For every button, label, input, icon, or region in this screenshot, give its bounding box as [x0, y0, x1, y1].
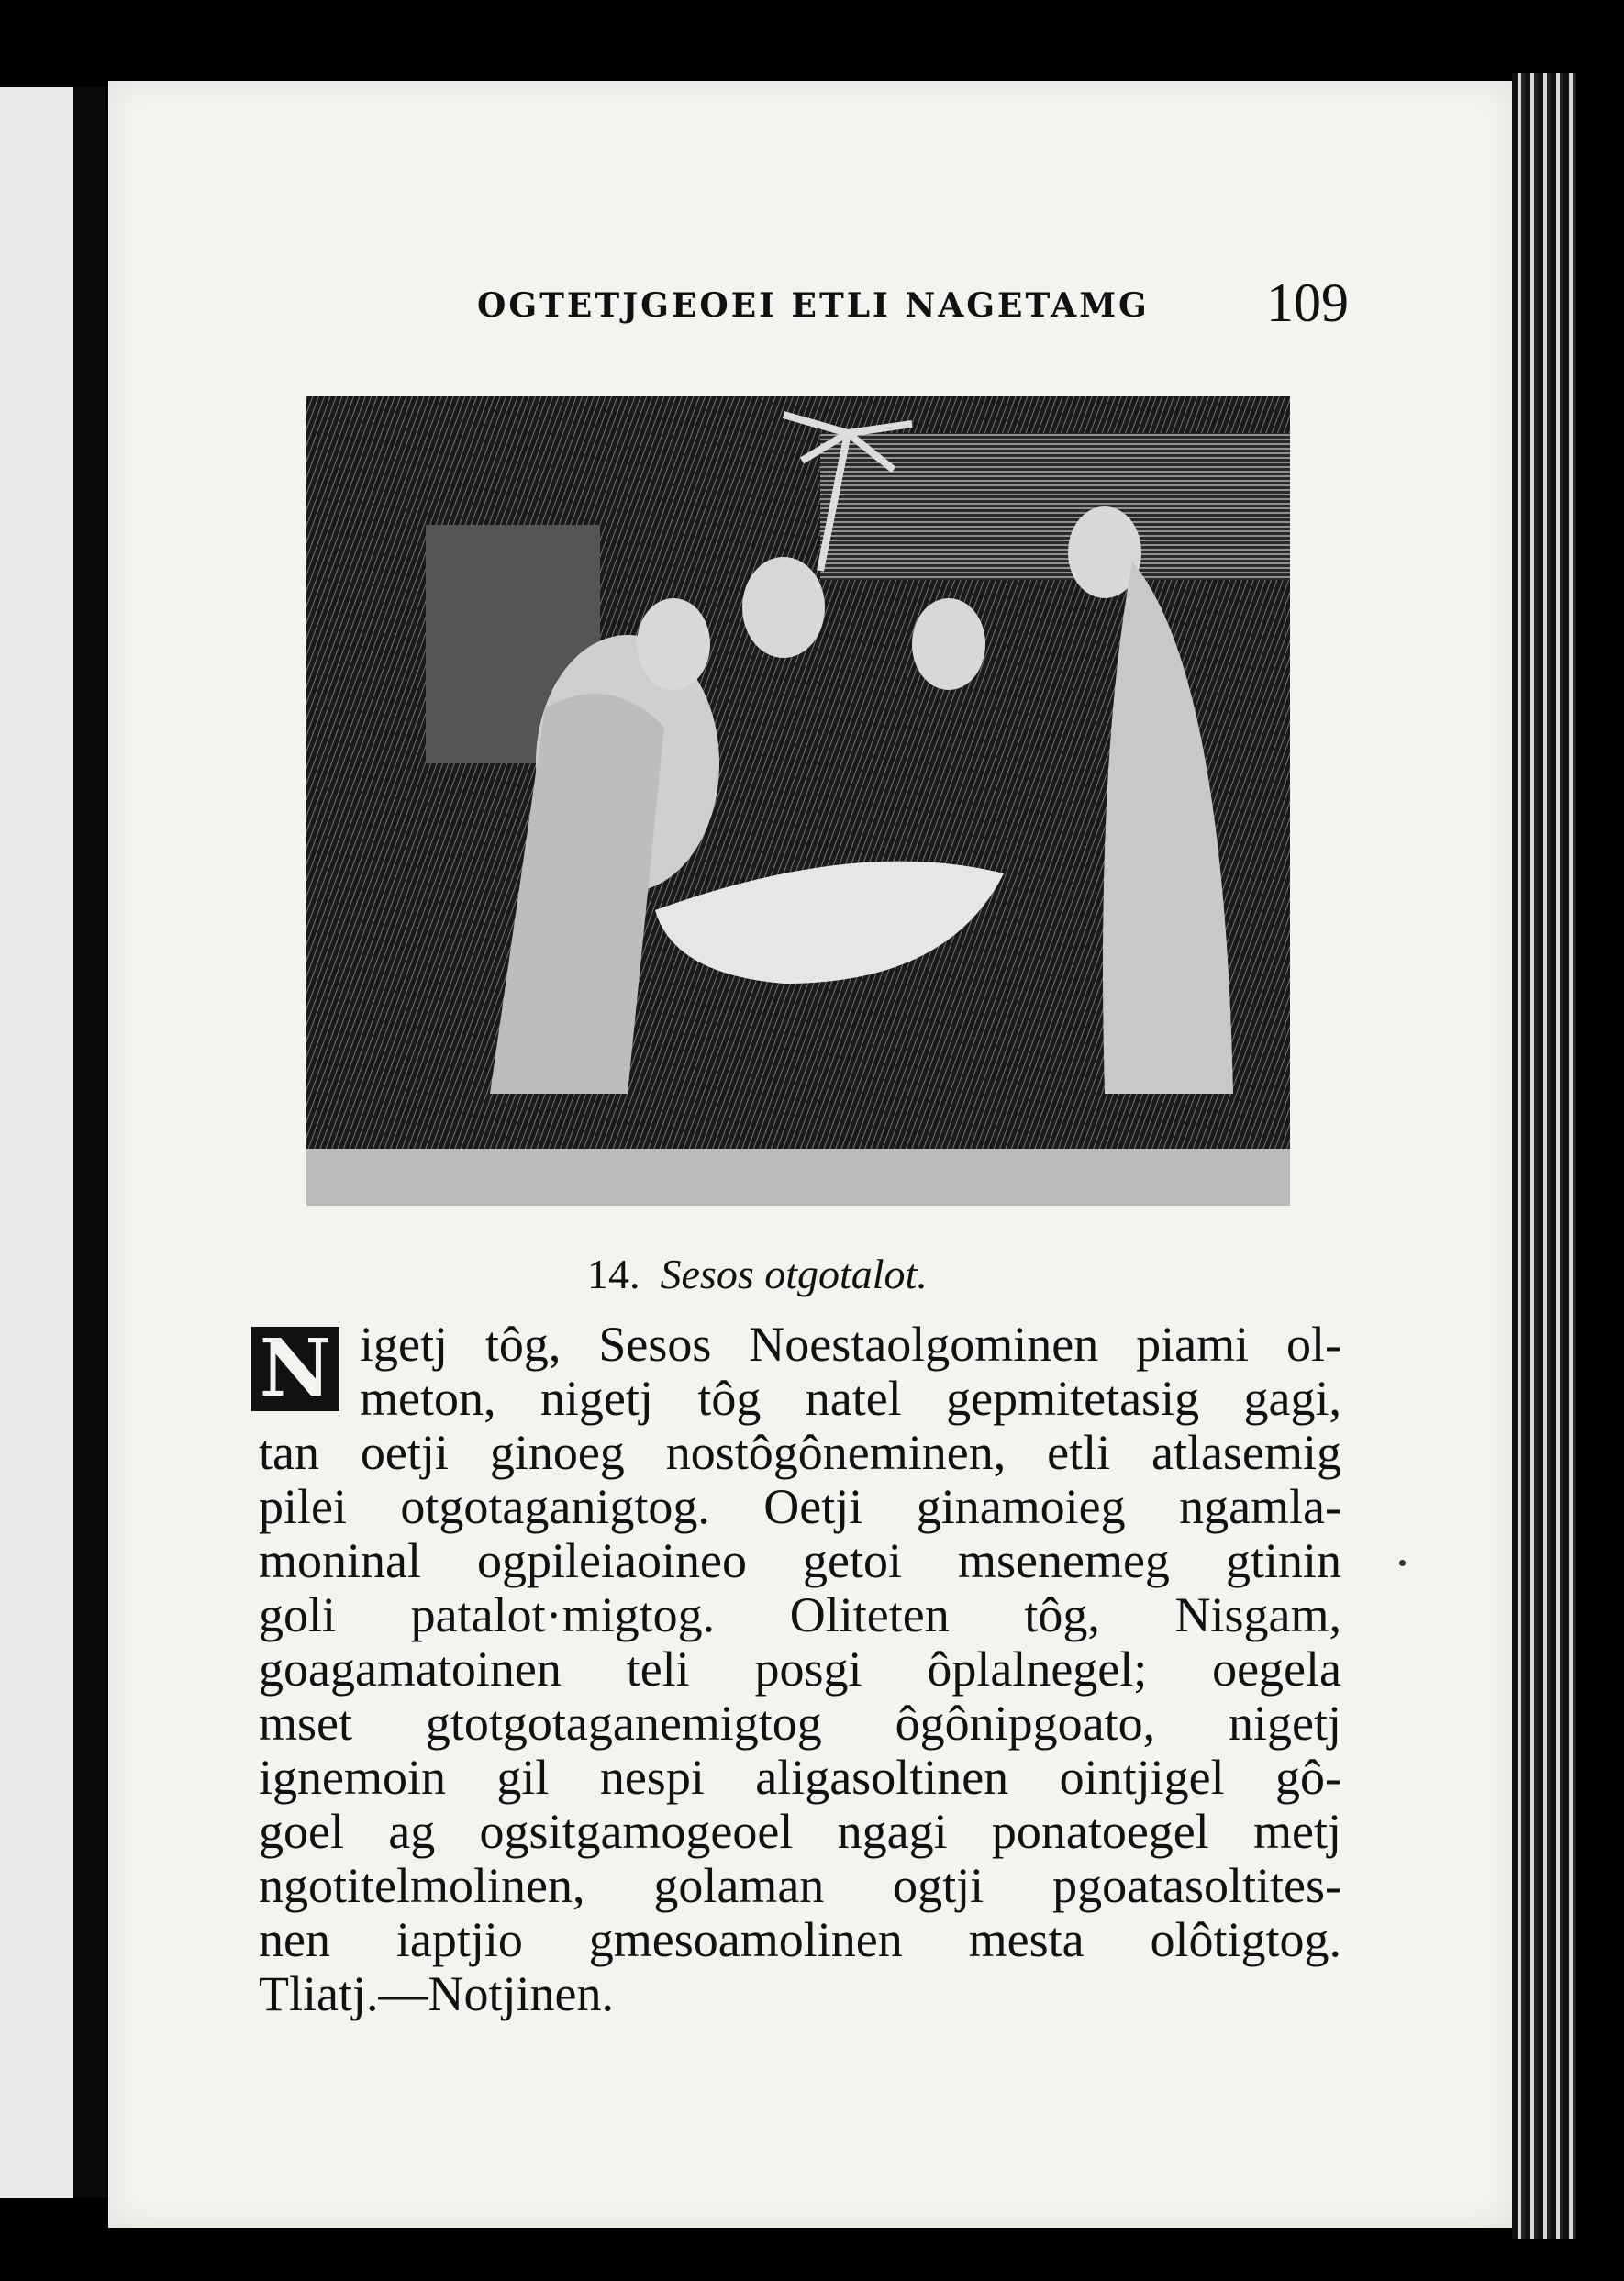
body-paragraph: [259, 1318, 1341, 2021]
drop-cap: N: [251, 1327, 339, 1411]
text-line: goli patalot·migtog. Oliteten tôg, Nisgam,: [259, 1587, 1341, 1642]
previous-page-edge: [0, 87, 73, 2198]
page-number: 109: [1266, 273, 1349, 333]
text-line: mset gtotgotaganemigtog ôgônipgoato, nigetj: [259, 1696, 1341, 1751]
chapter-caption: [587, 1250, 928, 1298]
book-gutter: [73, 87, 108, 2198]
page-edges: [1512, 73, 1576, 2239]
chapter-title: Sesos otgotalot.: [660, 1251, 928, 1297]
ink-speck: [1399, 1560, 1406, 1566]
text-line: Tliatj.—Notjinen.: [259, 1966, 614, 2021]
text-line: tan oetji ginoeg nostôgôneminen, etli atlasemig: [259, 1425, 1341, 1480]
text-line: igetj tôg, Sesos Noestaolgominen piami ol-: [360, 1317, 1341, 1372]
entombment-scene-icon: [306, 396, 1290, 1206]
text-line: ignemoin gil nespi aligasoltinen ointjigel gô-: [259, 1750, 1341, 1805]
woodcut-illustration: [306, 396, 1290, 1206]
text-line: moninal ogpileiaoineo getoi msenemeg gtinin: [259, 1533, 1341, 1588]
text-line: meton, nigetj tôg natel gepmitetasig gagi,: [360, 1371, 1341, 1426]
text-line: nen iaptjio gmesoamolinen mesta olôtigtog.: [259, 1912, 1341, 1967]
chapter-number: 14.: [587, 1251, 640, 1297]
text-line: goel ag ogsitgamogeoel ngagi ponatoegel metj: [259, 1804, 1341, 1859]
running-title: OGTETJGEOEI ETLI NAGETAMG: [477, 286, 1150, 325]
text-line: ngotitelmolinen, golaman ogtji pgoatasoltites-: [259, 1858, 1341, 1913]
text-line: pilei otgotaganigtog. Oetji ginamoieg ngamla-: [259, 1479, 1341, 1534]
text-line: goagamatoinen teli posgi ôplalnegel; oegela: [259, 1641, 1341, 1697]
